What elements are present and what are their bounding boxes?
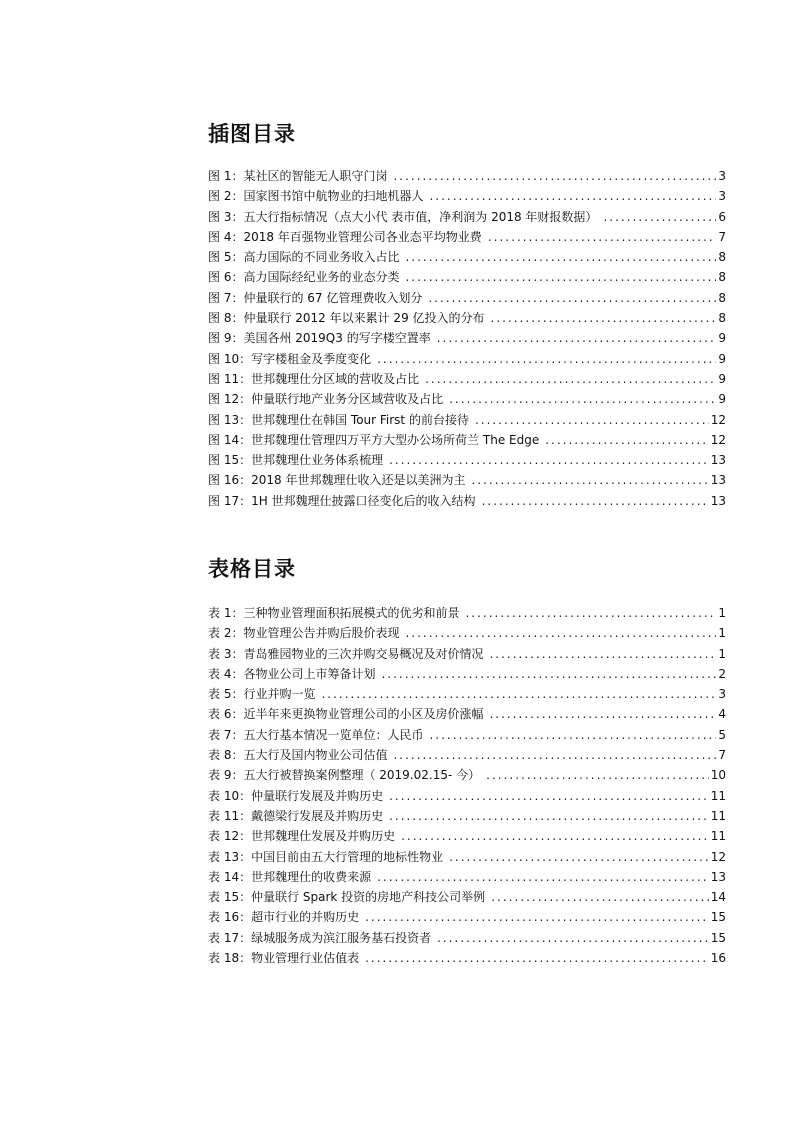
figure-toc-entry[interactable] bbox=[208, 491, 726, 511]
figure-entry-label: 图 5：高力国际的不同业务收入占比 bbox=[208, 250, 400, 265]
figure-entry-label: 图 2：国家图书馆中航物业的扫地机器人 bbox=[208, 189, 424, 204]
table-toc-entry[interactable] bbox=[208, 867, 726, 887]
dot-leader bbox=[393, 166, 716, 186]
dot-leader bbox=[545, 430, 708, 450]
figure-entry-label: 图 4：2018 年百强物业管理公司各业态平均物业费 bbox=[208, 229, 482, 244]
figure-entry-page-number: 12 bbox=[710, 432, 726, 447]
figure-entry-label: 图 9：美国各州 2019Q3 的写字楼空置率 bbox=[208, 331, 431, 346]
dot-leader bbox=[405, 267, 716, 287]
dot-leader bbox=[603, 207, 716, 227]
figure-entry-label: 图 3：五大行指标情况（点大小代 表市值，净利润为 2018 年财报数据） bbox=[208, 209, 598, 224]
figure-entry-label: 图 13：世邦魏理仕在韩国 Tour First 的前台接待 bbox=[208, 412, 469, 427]
dot-leader bbox=[465, 603, 716, 623]
table-entry-label: 表 13：中国目前由五大行管理的地标性物业 bbox=[208, 849, 444, 864]
figure-entry-page-number: 12 bbox=[710, 412, 726, 427]
figure-entry-label: 图 10：写字楼租金及季度变化 bbox=[208, 351, 372, 366]
figure-entry-page-number: 3 bbox=[718, 189, 726, 204]
dot-leader bbox=[489, 644, 716, 664]
figure-toc-entry[interactable] bbox=[208, 207, 726, 227]
table-entry-label: 表 6：近半年来更换物业管理公司的小区及房价涨幅 bbox=[208, 707, 484, 722]
dot-leader bbox=[377, 867, 709, 887]
figure-entry-label: 图 8：仲量联行 2012 年以来累计 29 亿投入的分布 bbox=[208, 311, 485, 326]
table-entry-page-number: 11 bbox=[710, 808, 726, 823]
table-entry-label: 表 9：五大行被替换案例整理（ 2019.02.15- 今） bbox=[208, 768, 481, 783]
figure-entry-page-number: 9 bbox=[718, 351, 726, 366]
figure-entry-label: 图 16：2018 年世邦魏理仕收入还是以美洲为主 bbox=[208, 473, 466, 488]
figure-entry-page-number: 9 bbox=[718, 371, 726, 386]
dot-leader bbox=[486, 765, 709, 785]
dot-leader bbox=[429, 725, 716, 745]
figure-toc-entry[interactable] bbox=[208, 470, 726, 490]
dot-leader bbox=[491, 887, 709, 907]
figure-entry-page-number: 13 bbox=[710, 473, 726, 488]
dot-leader bbox=[449, 389, 716, 409]
figure-entry-label: 图 1：某社区的智能无人职守门岗 bbox=[208, 169, 388, 183]
table-entry-page-number: 1 bbox=[718, 646, 726, 661]
figure-toc-entry[interactable] bbox=[208, 288, 726, 308]
table-entry-page-number: 5 bbox=[718, 727, 726, 742]
figure-toc-entry[interactable] bbox=[208, 369, 726, 389]
table-entry-label: 表 14：世邦魏理仕的收费来源 bbox=[208, 869, 372, 884]
table-entry-label: 表 4：各物业公司上市筹备计划 bbox=[208, 666, 376, 681]
table-entry-label: 表 18：物业管理行业估值表 bbox=[208, 951, 360, 966]
dot-leader bbox=[393, 745, 716, 765]
table-toc-entry[interactable] bbox=[208, 887, 726, 907]
dot-leader bbox=[401, 826, 709, 846]
table-entry-page-number: 2 bbox=[718, 666, 726, 681]
figure-entry-label: 图 11：世邦魏理仕分区域的营收及占比 bbox=[208, 371, 420, 386]
table-toc-entry[interactable] bbox=[208, 928, 726, 948]
figure-entry-label: 图 12：仲量联行地产业务分区域营收及占比 bbox=[208, 392, 444, 407]
dot-leader bbox=[381, 664, 716, 684]
table-entry-label: 表 7：五大行基本情况一览单位：人民币 bbox=[208, 727, 424, 742]
table-entry-label: 表 15：仲量联行 Spark 投资的房地产科技公司举例 bbox=[208, 890, 486, 905]
figure-entry-page-number: 8 bbox=[718, 270, 726, 285]
figure-toc-entry[interactable] bbox=[208, 166, 726, 186]
figure-entry-page-number: 6 bbox=[718, 209, 726, 224]
figure-toc-entry[interactable] bbox=[208, 430, 726, 450]
figure-entry-page-number: 8 bbox=[718, 290, 726, 305]
table-toc-entry[interactable] bbox=[208, 948, 726, 968]
dot-leader bbox=[405, 623, 716, 643]
table-entry-page-number: 14 bbox=[710, 890, 726, 905]
tables-toc-list bbox=[208, 603, 726, 968]
dot-leader bbox=[365, 907, 709, 927]
figure-toc-entry[interactable] bbox=[208, 450, 726, 470]
table-entry-label: 表 1：三种物业管理面积拓展模式的优劣和前景 bbox=[208, 606, 460, 620]
tables-toc-title: 表格目录 bbox=[208, 557, 296, 581]
table-entry-label: 表 3：青岛雅园物业的三次并购交易概况及对价情况 bbox=[208, 646, 484, 661]
figure-entry-page-number: 9 bbox=[718, 392, 726, 407]
table-entry-page-number: 11 bbox=[710, 788, 726, 803]
dot-leader bbox=[437, 928, 709, 948]
table-entry-page-number: 4 bbox=[718, 707, 726, 722]
figure-entry-label: 图 17：1H 世邦魏理仕披露口径变化后的收入结构 bbox=[208, 493, 476, 508]
dot-leader bbox=[428, 288, 716, 308]
figure-toc-entry[interactable] bbox=[208, 308, 726, 328]
dot-leader bbox=[491, 308, 717, 328]
figures-toc-title: 插图目录 bbox=[208, 122, 296, 146]
dot-leader bbox=[488, 227, 717, 247]
table-entry-page-number: 1 bbox=[718, 606, 726, 620]
table-entry-page-number: 12 bbox=[710, 849, 726, 864]
table-entry-label: 表 5：行业并购一览 bbox=[208, 687, 316, 702]
table-entry-page-number: 15 bbox=[710, 910, 726, 925]
figure-toc-entry[interactable] bbox=[208, 267, 726, 287]
table-toc-entry[interactable] bbox=[208, 847, 726, 867]
table-toc-entry[interactable] bbox=[208, 806, 726, 826]
table-toc-entry[interactable] bbox=[208, 765, 726, 785]
table-entry-page-number: 15 bbox=[710, 930, 726, 945]
table-entry-label: 表 17：绿城服务成为滨江服务基石投资者 bbox=[208, 930, 432, 945]
dot-leader bbox=[471, 470, 708, 490]
figure-toc-entry[interactable] bbox=[208, 349, 726, 369]
figure-toc-entry[interactable] bbox=[208, 186, 726, 206]
table-entry-page-number: 16 bbox=[710, 951, 726, 966]
table-toc-entry[interactable] bbox=[208, 826, 726, 846]
dot-leader bbox=[482, 491, 709, 511]
table-toc-entry[interactable] bbox=[208, 907, 726, 927]
table-toc-entry[interactable] bbox=[208, 664, 726, 684]
table-entry-page-number: 3 bbox=[718, 687, 726, 702]
table-entry-page-number: 13 bbox=[710, 869, 726, 884]
figure-toc-entry[interactable] bbox=[208, 247, 726, 267]
figure-entry-page-number: 13 bbox=[710, 493, 726, 508]
figures-toc-list bbox=[208, 166, 726, 511]
figure-entry-page-number: 3 bbox=[718, 169, 726, 183]
dot-leader bbox=[489, 704, 716, 724]
figure-toc-entry[interactable] bbox=[208, 227, 726, 247]
table-entry-page-number: 10 bbox=[710, 768, 726, 783]
table-toc-entry[interactable] bbox=[208, 603, 726, 623]
table-toc-entry[interactable] bbox=[208, 704, 726, 724]
table-entry-page-number: 11 bbox=[710, 829, 726, 844]
table-entry-label: 表 16：超市行业的并购历史 bbox=[208, 910, 360, 925]
figure-entry-label: 图 15：世邦魏理仕业务体系梳理 bbox=[208, 453, 384, 468]
figure-entry-label: 图 14：世邦魏理仕管理四万平方大型办公场所荷兰 The Edge bbox=[208, 432, 540, 447]
figure-toc-entry[interactable] bbox=[208, 410, 726, 430]
figure-entry-page-number: 9 bbox=[718, 331, 726, 346]
dot-leader bbox=[389, 786, 709, 806]
dot-leader bbox=[389, 806, 709, 826]
table-toc-entry[interactable] bbox=[208, 745, 726, 765]
dot-leader bbox=[389, 450, 709, 470]
figure-entry-page-number: 8 bbox=[718, 311, 726, 326]
table-toc-entry[interactable] bbox=[208, 644, 726, 664]
table-entry-page-number: 7 bbox=[718, 748, 726, 763]
dot-leader bbox=[425, 369, 716, 389]
figure-toc-entry[interactable] bbox=[208, 389, 726, 409]
figure-toc-entry[interactable] bbox=[208, 328, 726, 348]
dot-leader bbox=[475, 410, 709, 430]
dot-leader bbox=[437, 328, 717, 348]
dot-leader bbox=[377, 349, 716, 369]
table-entry-label: 表 10：仲量联行发展及并购历史 bbox=[208, 788, 384, 803]
table-entry-label: 表 11：戴德梁行发展及并购历史 bbox=[208, 808, 384, 823]
table-toc-entry[interactable] bbox=[208, 623, 726, 643]
figure-entry-page-number: 8 bbox=[718, 250, 726, 265]
table-toc-entry[interactable] bbox=[208, 786, 726, 806]
dot-leader bbox=[405, 247, 716, 267]
table-entry-page-number: 1 bbox=[718, 626, 726, 641]
figure-entry-label: 图 7：仲量联行的 67 亿管理费收入划分 bbox=[208, 290, 423, 305]
table-entry-label: 表 8：五大行及国内物业公司估值 bbox=[208, 748, 388, 763]
figure-entry-page-number: 7 bbox=[718, 229, 726, 244]
dot-leader bbox=[321, 684, 716, 704]
table-toc-entry[interactable] bbox=[208, 684, 726, 704]
dot-leader bbox=[449, 847, 709, 867]
dot-leader bbox=[429, 186, 716, 206]
dot-leader bbox=[365, 948, 709, 968]
figure-entry-page-number: 13 bbox=[710, 453, 726, 468]
table-entry-label: 表 12：世邦魏理仕发展及并购历史 bbox=[208, 829, 396, 844]
figure-entry-label: 图 6：高力国际经纪业务的业态分类 bbox=[208, 270, 400, 285]
table-entry-label: 表 2：物业管理公告并购后股价表现 bbox=[208, 626, 400, 641]
table-toc-entry[interactable] bbox=[208, 725, 726, 745]
